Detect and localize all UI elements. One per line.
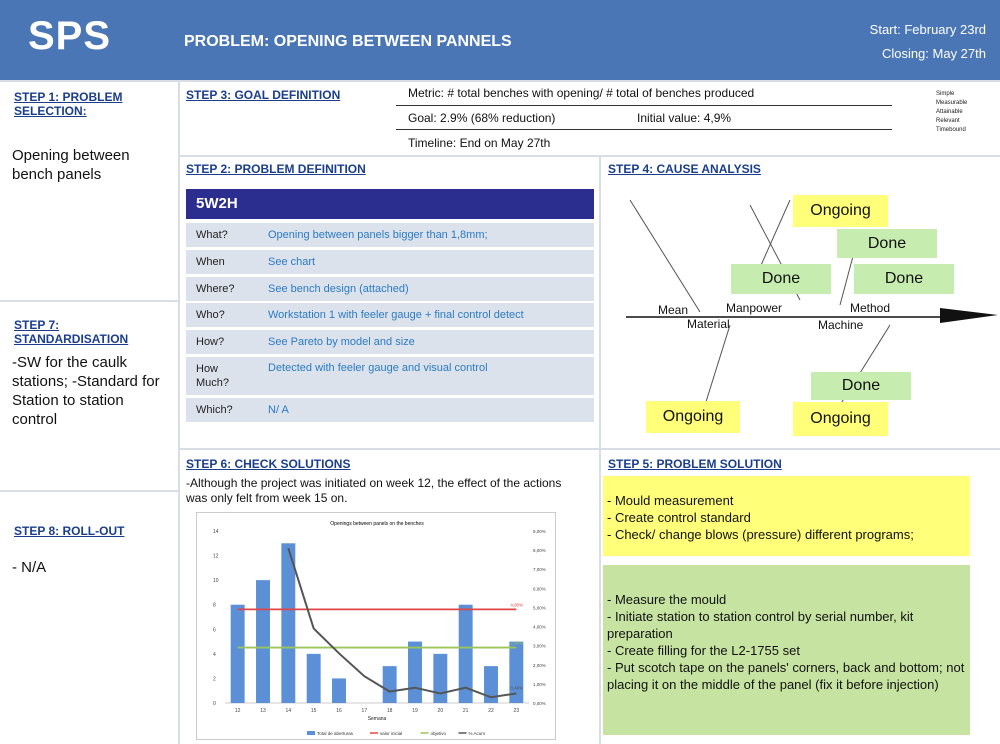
sticky-note: Done [854, 264, 954, 294]
step1-title: STEP 1: PROBLEM SELECTION: [14, 90, 123, 118]
smart-item: Measurable [936, 100, 968, 106]
y-tick-label: 2 [213, 676, 216, 683]
step3-title: STEP 3: GOAL DEFINITION [186, 88, 341, 102]
bar [383, 666, 397, 703]
step7-title: STEP 7: STANDARDISATION [14, 318, 129, 346]
dates [870, 18, 986, 66]
solution-box-2 [603, 565, 970, 735]
sticky-note: Done [837, 229, 937, 258]
smart-legend [936, 90, 967, 135]
y-tick-label: 10 [213, 578, 219, 585]
table-row [186, 277, 594, 301]
bar [408, 642, 422, 703]
step7-body: -SW for the caulk stations; -Standard for Station to station control [12, 354, 160, 428]
y2-tick-label: 7,00% [533, 567, 546, 573]
x-tick-label: 15 [310, 708, 317, 714]
goal-rule [396, 129, 892, 130]
step4-title: STEP 4: CAUSE ANALYSIS [608, 162, 761, 176]
x-tick-label: 16 [336, 708, 342, 714]
goal-metric: Metric: # total benches with opening/ # total of benches produced [408, 86, 755, 100]
solution-item: - Create control standard [607, 510, 751, 525]
header-bar [0, 0, 1000, 80]
y-tick-label: 8 [213, 602, 216, 609]
y-tick-label: 0 [213, 701, 216, 707]
smart-item: Attainable [936, 109, 963, 115]
problem-title: PROBLEM: OPENING BETWEEN PANNELS [184, 33, 512, 50]
y-tick-label: 4 [213, 651, 216, 658]
bar [256, 580, 270, 703]
bar [307, 654, 321, 703]
sticky-note: Ongoing [793, 402, 888, 436]
y2-tick-label: 4,00% [533, 624, 546, 630]
goal-timeline: Timeline: End on May 27th [408, 136, 551, 150]
x-tick-label: 18 [386, 708, 393, 714]
row-answer: Workstation 1 with feeler gauge + final control detect [268, 309, 524, 321]
step8-title: STEP 8: ROLL-OUT [14, 524, 125, 538]
row-answer: Opening between panels bigger than 1,8mm; [268, 229, 488, 241]
grid-line [0, 490, 178, 492]
x-tick-label: 23 [513, 708, 520, 714]
x-tick-label: 20 [437, 708, 444, 714]
solution-item: - Put scotch tape on the panels' corners, back and bottom; not placing it on the middle of the panel (fix it before injection) [607, 660, 965, 692]
row-answer: See Pareto by model and size [268, 336, 415, 348]
table-5w2h-header: 5W2H [186, 189, 594, 219]
y-tick-label: 14 [213, 529, 219, 535]
goal-initial-value: Initial value: 4,9% [637, 111, 732, 125]
fishbone-bone [630, 200, 700, 312]
row-answer: See chart [268, 256, 316, 268]
goal-rule [396, 105, 892, 106]
smart-item: Simple [936, 91, 955, 97]
row-question: Who? [196, 309, 225, 321]
table-row [186, 250, 594, 274]
y2-tick-label: 9,00% [533, 529, 546, 534]
solution-item: - Mould measurement [607, 493, 734, 508]
row-answer: See bench design (attached) [268, 283, 409, 295]
label-method: Method [850, 301, 891, 315]
grid-line [0, 80, 1000, 82]
row-answer: N/ A [268, 404, 289, 416]
chart-title: Openings between panels on the benches [330, 521, 424, 527]
sticky-note: Done [731, 264, 831, 294]
solution-item: - Initiate station to station control by serial number, kit preparation [607, 609, 914, 641]
row-question: When [196, 256, 225, 268]
row-question: Where? [196, 283, 235, 295]
step1-body: Opening between bench panels [12, 147, 130, 183]
row-question: How Much? [196, 363, 230, 389]
y2-tick-label: 8,00% [533, 548, 546, 554]
bar [281, 543, 295, 703]
table-row [186, 398, 594, 422]
sticky-note: Done [811, 372, 911, 400]
sticky-note: Ongoing [793, 195, 888, 227]
legend-label: valor inicial [380, 731, 403, 736]
x-tick-label: 12 [234, 708, 241, 714]
y2-tick-label: 6,00% [533, 586, 546, 592]
x-tick-label: 22 [488, 708, 494, 714]
grid-line [178, 155, 1000, 157]
table-row [186, 330, 594, 354]
logo: SPS [28, 14, 112, 58]
annotation-label: 2,90% [510, 640, 524, 646]
solution-item: - Create filling for the L2-1755 set [607, 643, 800, 658]
x-tick-label: 17 [361, 708, 368, 714]
row-question: What? [196, 229, 228, 241]
row-answer: Detected with feeler gauge and visual control [268, 362, 488, 374]
smart-item: Timebound [936, 127, 966, 133]
step2-title: STEP 2: PROBLEM DEFINITION [186, 162, 366, 176]
label-machine: Machine [818, 318, 864, 332]
y-tick-label: 6 [213, 627, 216, 634]
y-tick-label: 12 [213, 553, 219, 560]
row-question: Which? [196, 404, 233, 416]
legend-label: % Acum [468, 731, 486, 736]
bar [433, 654, 447, 703]
y2-tick-label: 3,00% [533, 643, 546, 649]
start-date: Start: February 23rd [869, 22, 986, 37]
solution-box-1 [603, 476, 970, 556]
bar [332, 678, 346, 703]
bar [231, 605, 245, 703]
legend-label: Total de aberturas [317, 731, 354, 736]
y2-tick-label: 5,00% [533, 605, 546, 611]
label-mean: Mean [658, 303, 689, 317]
x-axis-label: Semana [367, 716, 387, 722]
label-manpower: Manpower [726, 301, 783, 315]
x-tick-label: 14 [285, 708, 292, 714]
y2-tick-label: 1,00% [533, 681, 546, 687]
legend-label: objetivo [430, 731, 447, 736]
step8-body: - N/A [12, 559, 47, 576]
sticky-note: Ongoing [646, 401, 740, 433]
label-material: Material [687, 317, 730, 331]
y2-tick-label: 2,00% [533, 662, 546, 668]
fishbone-head [940, 308, 998, 323]
y2-tick-label: 0,00% [533, 701, 546, 706]
x-tick-label: 13 [260, 708, 266, 714]
annotation-label: 4,90% [510, 602, 524, 608]
goal-value: Goal: 2.9% (68% reduction) [408, 111, 556, 125]
table-row [186, 223, 594, 247]
grid-line [0, 300, 178, 302]
grid-line [178, 448, 1000, 450]
row-question: How? [196, 336, 225, 348]
solution-item: - Check/ change blows (pressure) different programs; [607, 527, 914, 542]
step5-title: STEP 5: PROBLEM SOLUTION [608, 457, 782, 471]
x-tick-label: 19 [412, 708, 418, 714]
step6-title: STEP 6: CHECK SOLUTIONS [186, 457, 351, 471]
table-row [186, 357, 594, 395]
series-line [288, 548, 516, 697]
openings-chart [196, 512, 556, 740]
annotation-label: 0,46% [510, 685, 524, 691]
closing-date: Closing: May 27th [881, 46, 986, 61]
x-tick-label: 21 [462, 708, 469, 714]
legend-swatch [307, 731, 315, 735]
grid-line [178, 80, 180, 744]
solution-item: - Measure the mould [607, 592, 727, 607]
step6-text: -Although the project was initiated on week 12, the effect of the actions was only felt from week 15 on. [186, 476, 562, 505]
fishbone-bone [705, 325, 730, 405]
smart-item: Relevant [936, 118, 960, 124]
table-row [186, 303, 594, 327]
